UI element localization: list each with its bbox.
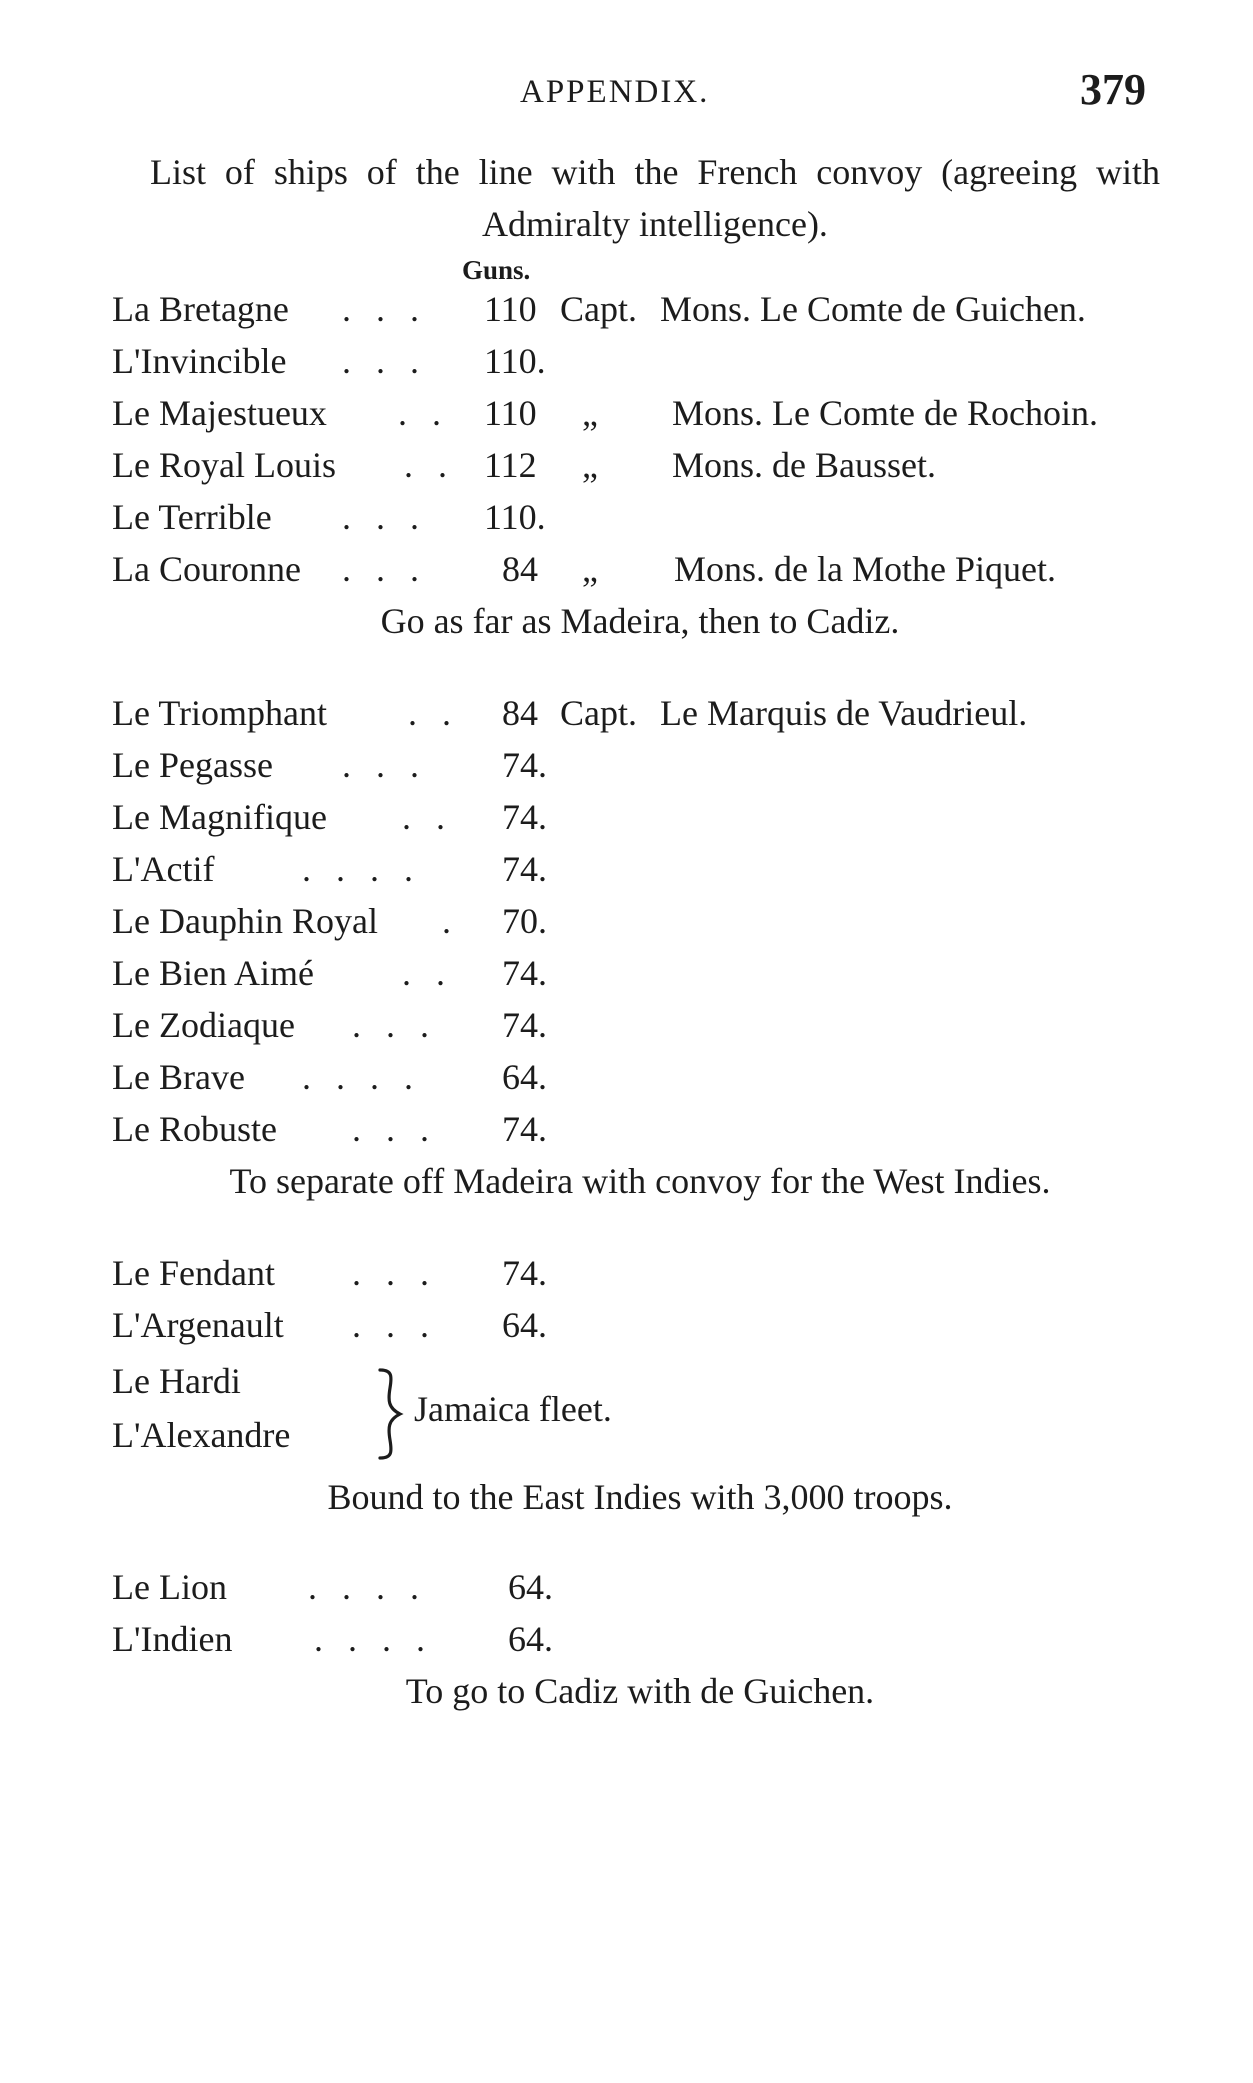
gun-count: 74. xyxy=(502,1253,547,1293)
page-number: 379 xyxy=(1080,65,1146,114)
ship-name: Le Magnifique xyxy=(112,797,327,837)
group-note: To go to Cadiz with de Guichen. xyxy=(405,1671,875,1711)
gun-count: 70. xyxy=(502,901,547,941)
gun-count: 84 xyxy=(502,693,538,733)
leader-dots: . . . xyxy=(352,1253,437,1293)
ship-name: Le Majestueux xyxy=(112,393,327,433)
ditto-mark: „ xyxy=(582,393,598,433)
gun-count: 110. xyxy=(484,497,546,537)
ship-name: Le Hardi xyxy=(112,1361,241,1401)
group-note: Go as far as Madeira, then to Cadiz. xyxy=(380,601,900,641)
group-note: Bound to the East Indies with 3,000 troops. xyxy=(327,1477,953,1517)
commander: Mons. de la Mothe Piquet. xyxy=(674,549,1056,589)
ship-name: L'Argenault xyxy=(112,1305,284,1345)
rank: Capt. xyxy=(560,693,637,733)
leader-dots: . . . xyxy=(342,497,427,537)
leader-dots: . . xyxy=(408,693,459,733)
leader-dots: . . . xyxy=(352,1109,437,1149)
gun-count: 64. xyxy=(508,1619,553,1659)
group-note: To separate off Madeira with convoy for the West Indies. xyxy=(229,1161,1051,1201)
page-header xyxy=(0,64,1253,124)
gun-count: 64. xyxy=(502,1305,547,1345)
ship-name: Le Royal Louis xyxy=(112,445,336,485)
leader-dots: . . . . xyxy=(302,849,421,889)
curly-brace-icon xyxy=(374,1366,404,1462)
gun-count: 74. xyxy=(502,1005,547,1045)
leader-dots: . . . xyxy=(342,549,427,589)
gun-count: 74. xyxy=(502,797,547,837)
ship-name: L'Actif xyxy=(112,849,215,889)
leader-dots: . . . xyxy=(352,1005,437,1045)
guns-column-label: Guns. xyxy=(462,255,531,285)
ship-name: L'Alexandre xyxy=(112,1415,291,1455)
leader-dots: . . xyxy=(404,445,455,485)
commander: Mons. Le Comte de Guichen. xyxy=(660,289,1086,329)
gun-count: 74. xyxy=(502,1109,547,1149)
gun-count: 110. xyxy=(484,341,546,381)
gun-count: 110 xyxy=(484,289,537,329)
leader-dots: . . xyxy=(398,393,449,433)
commander: Le Marquis de Vaudrieul. xyxy=(660,693,1028,733)
ship-name: L'Invincible xyxy=(112,341,287,381)
leader-dots: . . . . xyxy=(308,1567,427,1607)
leader-dots: . . . xyxy=(342,289,427,329)
commander: Mons. de Bausset. xyxy=(672,445,936,485)
rank: Capt. xyxy=(560,289,637,329)
gun-count: 64. xyxy=(502,1057,547,1097)
ditto-mark: „ xyxy=(582,445,598,485)
ship-name: Le Brave xyxy=(112,1057,245,1097)
ship-name: La Couronne xyxy=(112,549,301,589)
leader-dots: . . . xyxy=(352,1305,437,1345)
gun-count: 112 xyxy=(484,445,537,485)
ship-name: La Bretagne xyxy=(112,289,289,329)
leader-dots: . . . . xyxy=(302,1057,421,1097)
ship-name: Le Lion xyxy=(112,1567,227,1607)
ship-name: Le Pegasse xyxy=(112,745,273,785)
gun-count: 74. xyxy=(502,953,547,993)
ship-name: Le Terrible xyxy=(112,497,272,537)
gun-count: 74. xyxy=(502,745,547,785)
brace-label: Jamaica fleet. xyxy=(414,1389,612,1429)
running-head: APPENDIX. xyxy=(520,74,710,110)
gun-count: 110 xyxy=(484,393,537,433)
gun-count: 74. xyxy=(502,849,547,889)
ship-name: Le Triomphant xyxy=(112,693,328,733)
list-title: List of ships of the line with the French convoy (agreeing with Admiralty intelligence). xyxy=(150,152,1160,244)
gun-count: 84 xyxy=(502,549,538,589)
leader-dots: . . xyxy=(402,953,453,993)
ship-name: Le Dauphin Royal xyxy=(112,901,378,941)
ship-name: Le Zodiaque xyxy=(112,1005,295,1045)
ship-name: Le Fendant xyxy=(112,1253,275,1293)
gun-count: 64. xyxy=(508,1567,553,1607)
leader-dots: . . . xyxy=(342,341,427,381)
ship-name: Le Bien Aimé xyxy=(112,953,314,993)
leader-dots: . . . . xyxy=(314,1619,433,1659)
ship-name: L'Indien xyxy=(112,1619,233,1659)
leader-dots: . xyxy=(442,901,459,941)
ship-name: Le Robuste xyxy=(112,1109,277,1149)
leader-dots: . . . xyxy=(342,745,427,785)
ditto-mark: „ xyxy=(582,549,598,589)
leader-dots: . . xyxy=(402,797,453,837)
jamaica-fleet-group xyxy=(112,1360,812,1470)
commander: Mons. Le Comte de Rochoin. xyxy=(672,393,1098,433)
